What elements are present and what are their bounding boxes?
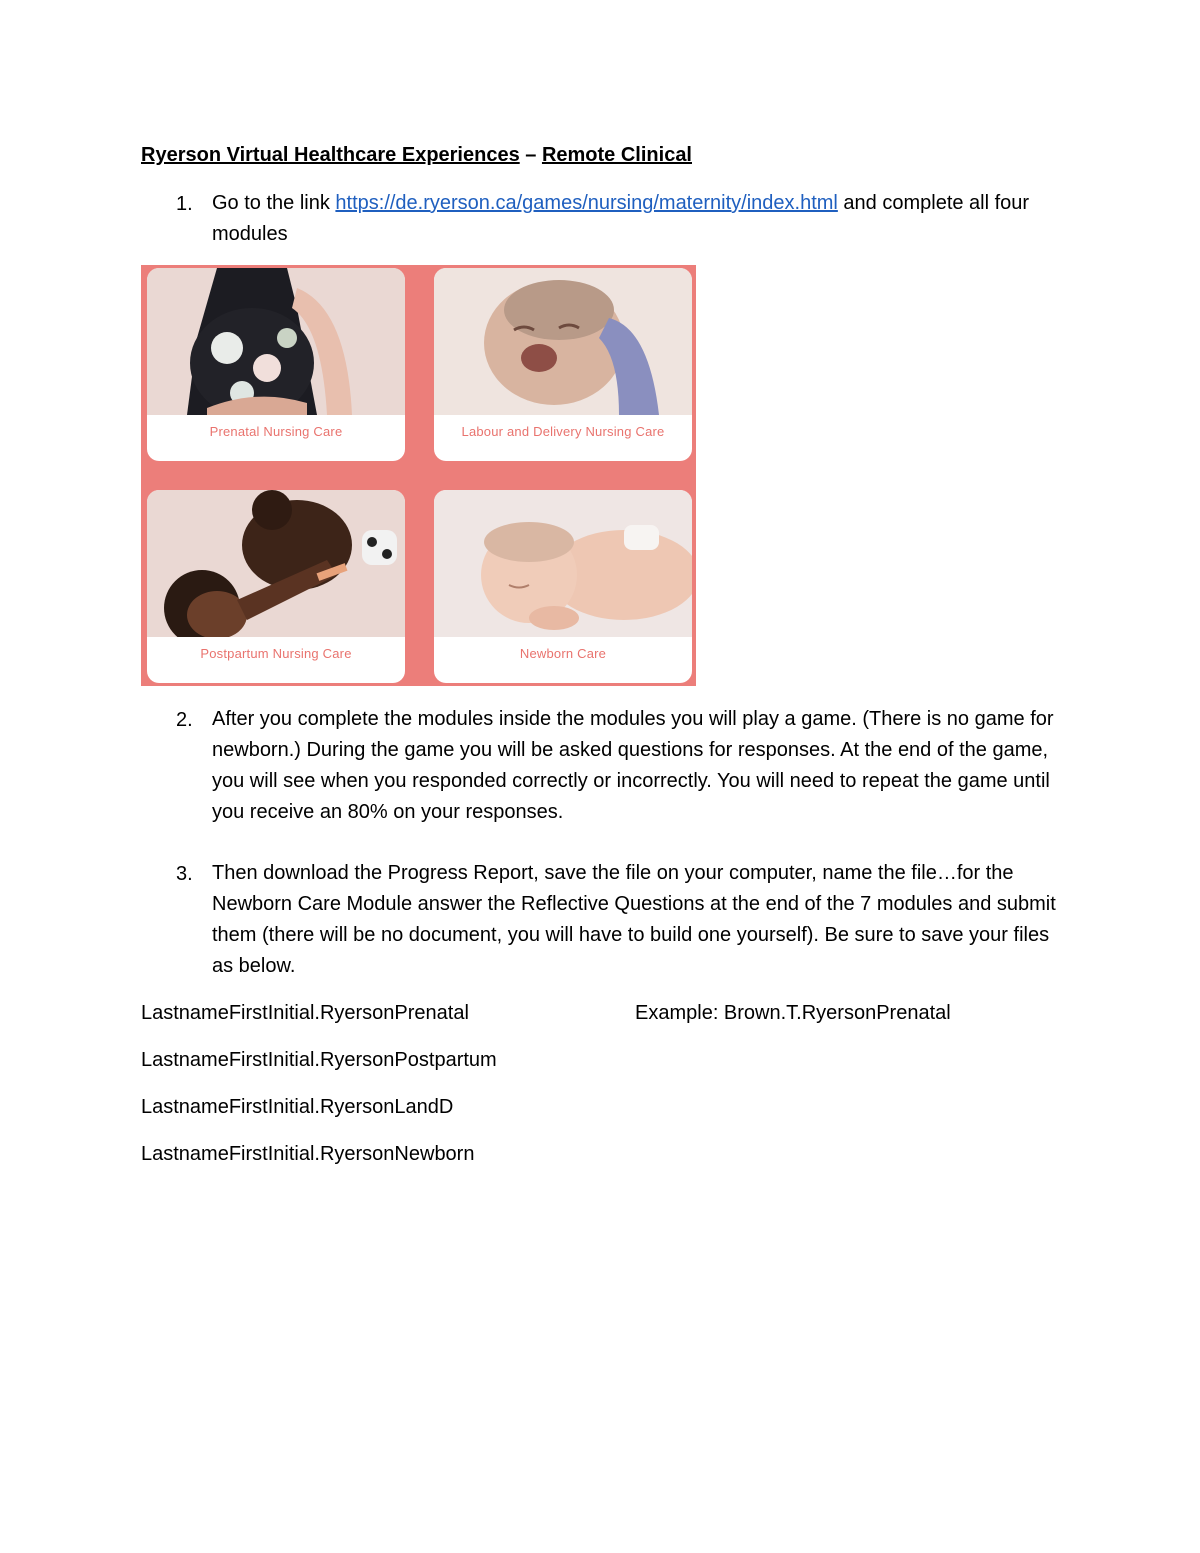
title-separator: –	[519, 144, 542, 166]
module-card-labour-delivery[interactable]	[434, 268, 692, 461]
maternity-games-link[interactable]: https://de.ryerson.ca/games/nursing/maternity/index.html	[335, 192, 838, 214]
modules-grid	[141, 265, 696, 686]
file-name-example: Example: Brown.T.RyersonPrenatal	[635, 1002, 951, 1024]
module-card-prenatal[interactable]	[147, 268, 405, 461]
step-1-text	[212, 188, 1062, 250]
document-title	[141, 144, 692, 167]
step-3-text: Then download the Progress Report, save the file on your computer, name the file…for the Newborn Care Module answer the Reflective Questions at the end of the 7 modules and submit them (there will be no document, you will have to build one yourself). Be sure to save your files as below.	[212, 862, 1056, 977]
module-label: Labour and Delivery Nursing Care	[461, 424, 665, 439]
module-card-newborn[interactable]	[434, 490, 692, 683]
module-label: Newborn Care	[519, 646, 607, 661]
file-name-landd: LastnameFirstInitial.RyersonLandD	[141, 1096, 454, 1118]
module-card-postpartum[interactable]	[147, 490, 405, 683]
crying-newborn-photo	[434, 268, 692, 415]
title-main: Ryerson Virtual Healthcare Experiences	[141, 144, 520, 166]
module-label: Prenatal Nursing Care	[209, 424, 343, 439]
step-1-number: 1.	[176, 193, 193, 215]
step-1-before: Go to the link	[212, 192, 336, 214]
pregnant-belly-photo	[147, 268, 405, 415]
step-1-after: and complete all four modules	[212, 192, 1030, 245]
file-name-prenatal: LastnameFirstInitial.RyersonPrenatal	[141, 1002, 469, 1024]
step-2-text: After you complete the modules inside the modules you will play a game. (There is no game for newborn.) During the game you will be asked questions for responses. At the end of the game, you will see when you responded correctly or incorrectly. You will need to repeat the game until you receive an 80% on your responses.	[212, 708, 1054, 823]
file-name-newborn: LastnameFirstInitial.RyersonNewborn	[141, 1143, 475, 1165]
title-sub: Remote Clinical	[541, 144, 692, 166]
file-name-postpartum: LastnameFirstInitial.RyersonPostpartum	[141, 1049, 497, 1071]
mother-lifting-baby-photo	[147, 490, 405, 637]
sleeping-newborn-photo	[434, 490, 692, 637]
module-label: Postpartum Nursing Care	[200, 646, 352, 661]
step-2-number: 2.	[176, 709, 193, 731]
step-3-number: 3.	[176, 863, 193, 885]
